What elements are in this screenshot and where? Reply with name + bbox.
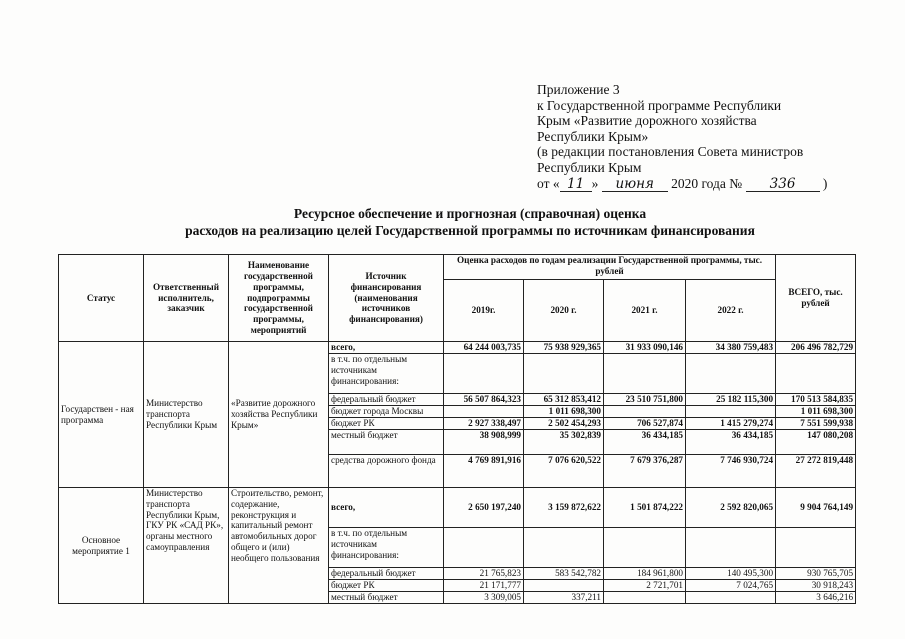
value-2019: 21 171,777 — [444, 580, 524, 592]
source-cell: средства дорожного фонда — [329, 455, 444, 488]
value-2022: 34 380 759,483 — [686, 342, 776, 354]
status-cell: Государствен - ная программа — [59, 342, 144, 488]
value-2020: 583 542,782 — [524, 568, 604, 580]
value-2019 — [444, 354, 524, 394]
value-2020 — [524, 354, 604, 394]
source-cell: местный бюджет — [329, 430, 444, 455]
value-2021 — [604, 592, 686, 604]
source-cell: всего, — [329, 488, 444, 528]
appendix-line: к Государственной программе Республики — [537, 97, 782, 113]
value-2021: 31 933 090,146 — [604, 342, 686, 354]
value-2021: 23 510 751,800 — [604, 394, 686, 406]
value-2019 — [444, 528, 524, 568]
value-2019: 3 309,005 — [444, 592, 524, 604]
program-cell: Строительство, ремонт, содержание, реконструкция и капитальный ремонт автомобильных дорог общего и (или) необщего пользования — [229, 488, 329, 604]
appendix-line: Крым «Развитие дорожного хозяйства — [537, 113, 757, 129]
value-2022: 1 415 279,274 — [686, 418, 776, 430]
value-2022: 140 495,300 — [686, 568, 776, 580]
appendix-line: Республики Крым — [537, 159, 642, 175]
document-title — [150, 205, 790, 239]
date-suffix: ) — [822, 175, 828, 191]
value-2020 — [524, 580, 604, 592]
header-year-2021: 2021 г. — [604, 280, 686, 342]
value-2020: 337,211 — [524, 592, 604, 604]
value-2019: 2 650 197,240 — [444, 488, 524, 528]
source-cell: в т.ч. по отдельным источникам финансирования: — [329, 354, 444, 394]
header-program: Наименование государственной программы, подпрограммы государственной программы, мероприятий — [229, 255, 329, 342]
header-year-2020: 2020 г. — [524, 280, 604, 342]
source-cell: всего, — [329, 342, 444, 354]
value-2020: 1 011 698,300 — [524, 406, 604, 418]
value-2020: 3 159 872,622 — [524, 488, 604, 528]
source-cell: бюджет города Москвы — [329, 406, 444, 418]
value-2022: 7 746 930,724 — [686, 455, 776, 488]
value-2021: 7 679 376,287 — [604, 455, 686, 488]
header-total: ВСЕГО, тыс. рублей — [776, 255, 856, 342]
value-2021 — [604, 354, 686, 394]
value-2019: 4 769 891,916 — [444, 455, 524, 488]
value-total: 930 765,705 — [776, 568, 856, 580]
appendix-header — [537, 82, 867, 192]
header-year-2022: 2022 г. — [686, 280, 776, 342]
value-2020: 2 502 454,293 — [524, 418, 604, 430]
value-total: 206 496 782,729 — [776, 342, 856, 354]
date-prefix: от « — [537, 175, 560, 191]
source-cell: бюджет РК — [329, 580, 444, 592]
date-mid: » — [591, 175, 599, 191]
value-total: 7 551 599,938 — [776, 418, 856, 430]
value-2021: 1 501 874,222 — [604, 488, 686, 528]
value-total: 27 272 819,448 — [776, 455, 856, 488]
value-2020 — [524, 528, 604, 568]
value-2019: 64 244 003,735 — [444, 342, 524, 354]
table-row — [59, 488, 856, 528]
value-2022 — [686, 406, 776, 418]
status-cell: Основное мероприятие 1 — [59, 488, 144, 604]
value-2022 — [686, 592, 776, 604]
date-month: июня — [602, 178, 668, 192]
value-2022: 36 434,185 — [686, 430, 776, 455]
value-total: 9 904 764,149 — [776, 488, 856, 528]
value-2022 — [686, 354, 776, 394]
appendix-number: Приложение 3 — [537, 82, 620, 97]
value-2021 — [604, 406, 686, 418]
funding-table — [58, 254, 856, 604]
value-2021: 184 961,800 — [604, 568, 686, 580]
header-status: Статус — [59, 255, 144, 342]
value-2022 — [686, 528, 776, 568]
program-cell: «Развитие дорожного хозяйства Республики Крым» — [229, 342, 329, 488]
value-2019: 38 908,999 — [444, 430, 524, 455]
value-2022: 25 182 115,300 — [686, 394, 776, 406]
table-row — [59, 342, 856, 354]
executor-cell: Министерство транспорта Республики Крым, ГКУ РК «САД РК», органы местного самоуправления — [144, 488, 229, 604]
source-cell: бюджет РК — [329, 418, 444, 430]
source-cell: федеральный бюджет — [329, 394, 444, 406]
date-day: 11 — [560, 178, 592, 192]
value-2020: 7 076 620,522 — [524, 455, 604, 488]
value-total — [776, 528, 856, 568]
value-total: 147 080,208 — [776, 430, 856, 455]
value-2022: 7 024,765 — [686, 580, 776, 592]
header-year-2019: 2019г. — [444, 280, 524, 342]
appendix-date-line — [537, 176, 867, 192]
value-2021 — [604, 528, 686, 568]
value-total: 170 513 584,835 — [776, 394, 856, 406]
doc-number: 336 — [746, 178, 820, 192]
value-2021: 2 721,701 — [604, 580, 686, 592]
value-2019: 56 507 864,323 — [444, 394, 524, 406]
source-cell: федеральный бюджет — [329, 568, 444, 580]
executor-cell: Министерство транспорта Республики Крым — [144, 342, 229, 488]
header-estimate: Оценка расходов по годам реализации Государственной программы, тыс. рублей — [444, 255, 776, 280]
value-2020: 75 938 929,365 — [524, 342, 604, 354]
value-total — [776, 354, 856, 394]
value-2021: 706 527,874 — [604, 418, 686, 430]
value-total: 1 011 698,300 — [776, 406, 856, 418]
date-year: 2020 года № — [671, 175, 743, 191]
value-total: 30 918,243 — [776, 580, 856, 592]
value-2020: 35 302,839 — [524, 430, 604, 455]
source-cell: местный бюджет — [329, 592, 444, 604]
title-line: Ресурсное обеспечение и прогнозная (справочная) оценка — [293, 206, 647, 221]
title-line: расходов на реализацию целей Государственной программы по источникам финансирования — [185, 223, 755, 238]
header-executor: Ответственный исполнитель, заказчик — [144, 255, 229, 342]
value-2019: 2 927 338,497 — [444, 418, 524, 430]
header-source: Источник финансирования (наименования источников финансирования) — [329, 255, 444, 342]
appendix-line: (в редакции постановления Совета министров — [537, 144, 804, 160]
value-2019 — [444, 406, 524, 418]
value-total: 3 646,216 — [776, 592, 856, 604]
value-2022: 2 592 820,065 — [686, 488, 776, 528]
value-2021: 36 434,185 — [604, 430, 686, 455]
value-2020: 65 312 853,412 — [524, 394, 604, 406]
appendix-line: Республики Крым» — [537, 128, 649, 144]
value-2019: 21 765,823 — [444, 568, 524, 580]
source-cell: в т.ч. по отдельным источникам финансирования: — [329, 528, 444, 568]
